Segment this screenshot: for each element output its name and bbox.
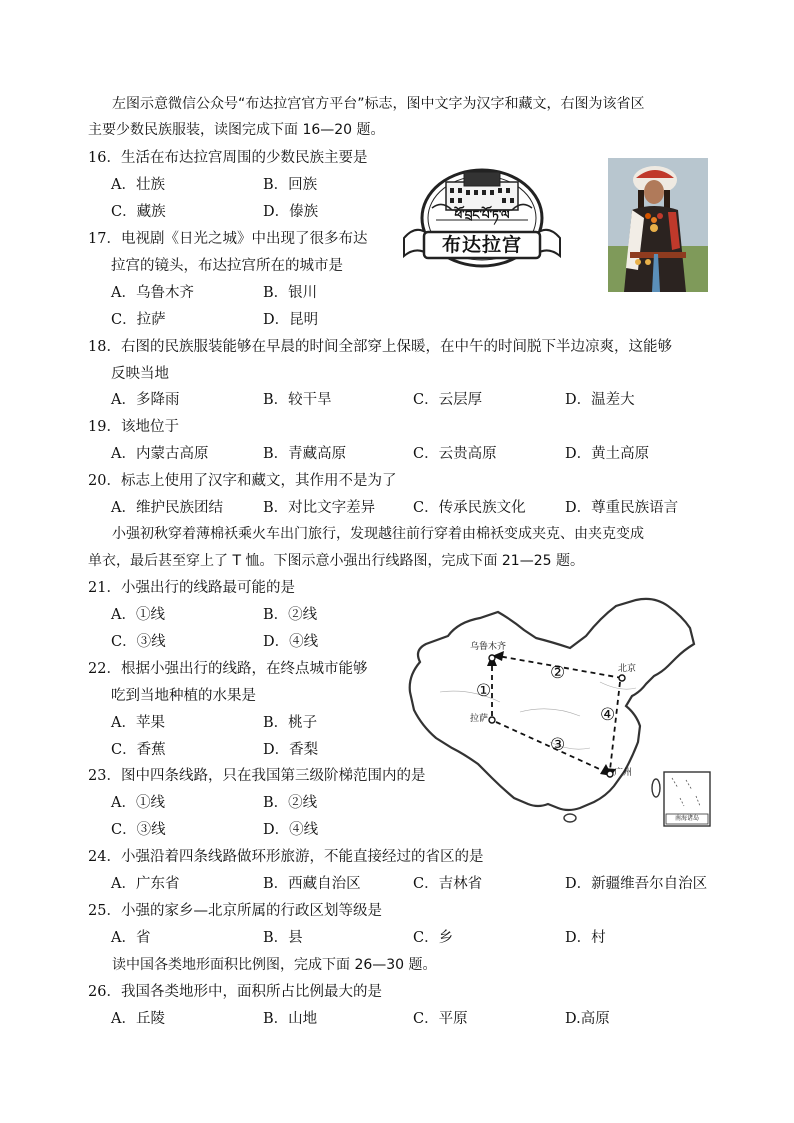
question-number: 16． (88, 150, 121, 166)
question-number: 22． (88, 661, 121, 677)
route-map (400, 592, 712, 828)
question-18-stem-line1 (88, 337, 672, 357)
logo-chinese-text: 布达拉宫 (441, 234, 522, 256)
option-22-d[interactable]: D．香梨 (263, 742, 319, 758)
question-23-stem (88, 766, 425, 786)
logo-tibetan-text: ཕོ་བྲང་པོ་ཏ་ལ (454, 208, 510, 222)
option-20-c[interactable]: C．传承民族文化 (413, 500, 526, 516)
question-text: 图中四条线路，只在我国第三级阶梯范围内的是 (120, 768, 426, 784)
option-18-b[interactable]: B．较干旱 (263, 392, 332, 408)
question-21-stem (88, 578, 295, 598)
question-number: 26． (88, 984, 121, 1000)
question-number: 20． (88, 473, 121, 489)
question-24-stem (88, 847, 483, 867)
option-22-b[interactable]: B．桃子 (263, 715, 318, 731)
option-23-a[interactable]: A．①线 (111, 795, 165, 811)
question-26-stem (88, 982, 382, 1002)
question-text: 电视剧《日光之城》中出现了很多布达 (120, 231, 368, 247)
option-18-c[interactable]: C．云层厚 (413, 392, 483, 408)
question-16-stem (88, 148, 367, 168)
intro-text-1-line2: 主要少数民族服装，读图完成下面 16—20 题。 (88, 122, 385, 138)
question-25-stem (88, 901, 382, 921)
option-23-c[interactable]: C．③线 (111, 822, 166, 838)
question-text: 右图的民族服装能够在早晨的时间全部穿上保暖，在中午的时间脱下半边凉爽，这能够 (120, 339, 672, 355)
city-label-lhasa: 拉萨 (470, 714, 489, 724)
option-20-d[interactable]: D．尊重民族语言 (565, 500, 679, 516)
option-26-a[interactable]: A．丘陵 (111, 1011, 165, 1027)
option-23-b[interactable]: B．②线 (263, 795, 318, 811)
city-label-beijing: 北京 (618, 664, 637, 674)
route-marker-4: ④ (600, 705, 616, 725)
option-19-a[interactable]: A．内蒙古高原 (111, 446, 209, 462)
option-21-a[interactable]: A．①线 (111, 607, 165, 623)
option-23-d[interactable]: D．④线 (263, 822, 319, 838)
option-25-c[interactable]: C．乡 (413, 930, 454, 946)
question-19-stem (88, 417, 179, 437)
option-18-a[interactable]: A．多降雨 (111, 392, 180, 408)
option-24-d[interactable]: D．新疆维吾尔自治区 (565, 876, 708, 892)
option-17-a[interactable]: A．乌鲁木齐 (111, 285, 194, 301)
option-22-c[interactable]: C．香蕉 (111, 742, 166, 758)
question-text: 小强的家乡—北京所属的行政区划等级是 (120, 903, 382, 919)
option-17-b[interactable]: B．银川 (263, 285, 318, 301)
costume-photo (608, 158, 708, 292)
option-20-a[interactable]: A．维护民族团结 (111, 500, 223, 516)
city-label-guangzhou: 广州 (614, 768, 633, 778)
option-26-b[interactable]: B．山地 (263, 1011, 318, 1027)
route-marker-1: ① (476, 681, 492, 701)
question-17-stem-line2: 拉宫的镜头，布达拉宫所在的城市是 (111, 258, 343, 274)
option-26-d[interactable]: D.高原 (565, 1011, 610, 1027)
question-18-stem-line2: 反映当地 (111, 366, 169, 382)
option-21-c[interactable]: C．③线 (111, 634, 166, 650)
question-text: 该地位于 (120, 419, 179, 435)
option-22-a[interactable]: A．苹果 (111, 715, 165, 731)
question-22-stem-line2: 吃到当地种植的水果是 (111, 688, 256, 704)
option-17-c[interactable]: C．拉萨 (111, 312, 166, 328)
route-marker-2: ② (550, 663, 566, 683)
option-16-c[interactable]: C．藏族 (111, 204, 166, 220)
question-22-stem-line1 (88, 659, 367, 679)
question-number: 21． (88, 580, 121, 596)
question-text: 生活在布达拉宫周围的少数民族主要是 (120, 150, 368, 166)
intro-text-2-line2: 单衣，最后甚至穿上了 T 恤。下图示意小强出行线路图，完成下面 21—25 题。 (88, 553, 584, 569)
question-text: 小强沿着四条线路做环形旅游，不能直接经过的省区的是 (120, 849, 484, 865)
option-24-a[interactable]: A．广东省 (111, 876, 180, 892)
potala-logo (402, 160, 562, 270)
question-number: 17． (88, 231, 121, 247)
question-text: 标志上使用了汉字和藏文，其作用不是为了 (120, 473, 397, 489)
question-text: 小强出行的线路最可能的是 (120, 580, 295, 596)
question-number: 25． (88, 903, 121, 919)
option-19-b[interactable]: B．青藏高原 (263, 446, 347, 462)
option-19-c[interactable]: C．云贵高原 (413, 446, 497, 462)
route-marker-3: ③ (550, 735, 566, 755)
intro-text-3: 读中国各类地形面积比例图，完成下面 26—30 题。 (112, 957, 437, 973)
option-24-c[interactable]: C．吉林省 (413, 876, 483, 892)
inset-label: 南海诸岛 (674, 815, 699, 822)
option-19-d[interactable]: D．黄土高原 (565, 446, 650, 462)
question-number: 18． (88, 339, 121, 355)
option-25-a[interactable]: A．省 (111, 930, 151, 946)
costume-photo-graphic (608, 158, 708, 292)
option-20-b[interactable]: B．对比文字差异 (263, 500, 376, 516)
option-24-b[interactable]: B．西藏自治区 (263, 876, 361, 892)
question-17-stem-line1 (88, 229, 367, 249)
route-map-graphic (400, 592, 712, 828)
option-16-a[interactable]: A．壮族 (111, 177, 165, 193)
intro-text-1-line1: 左图示意微信公众号“布达拉宫官方平台”标志，图中文字为汉字和藏文，右图为该省区 (112, 96, 645, 112)
option-16-d[interactable]: D．傣族 (263, 204, 319, 220)
question-number: 24． (88, 849, 121, 865)
option-17-d[interactable]: D．昆明 (263, 312, 319, 328)
option-26-c[interactable]: C．平原 (413, 1011, 468, 1027)
question-text: 我国各类地形中，面积所占比例最大的是 (120, 984, 382, 1000)
option-25-d[interactable]: D．村 (565, 930, 606, 946)
option-21-b[interactable]: B．②线 (263, 607, 318, 623)
city-label-urumqi: 乌鲁木齐 (470, 642, 507, 652)
question-20-stem (88, 471, 396, 491)
option-21-d[interactable]: D．④线 (263, 634, 319, 650)
question-number: 23． (88, 768, 121, 784)
option-25-b[interactable]: B．县 (263, 930, 303, 946)
option-18-d[interactable]: D．温差大 (565, 392, 635, 408)
question-text: 根据小强出行的线路，在终点城市能够 (120, 661, 368, 677)
option-16-b[interactable]: B．回族 (263, 177, 318, 193)
intro-text-2-line1: 小强初秋穿着薄棉袄乘火车出门旅行，发现越往前行穿着由棉袄变成夹克、由夹克变成 (112, 526, 644, 542)
question-number: 19． (88, 419, 121, 435)
